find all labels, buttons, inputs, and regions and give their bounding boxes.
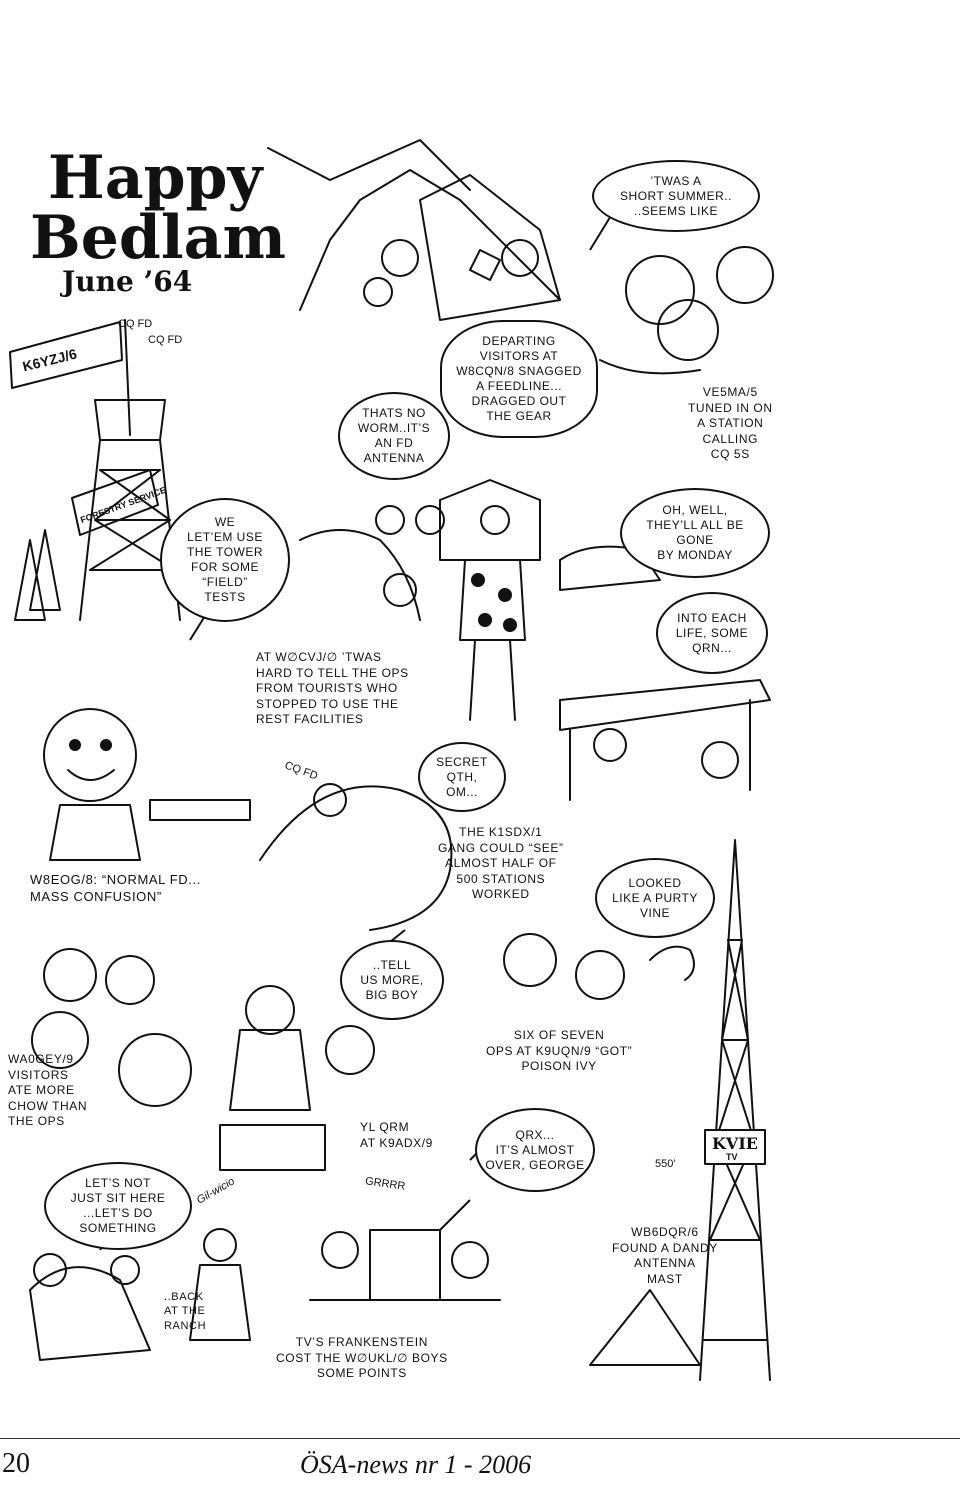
bubble-looked-like-vine: LOOKED LIKE A PURTY VINE bbox=[595, 858, 715, 938]
bubble-short-summer: ’TWAS A SHORT SUMMER.. ..SEEMS LIKE bbox=[592, 160, 760, 232]
bubble-thats-no-worm: THATS NO WORM..IT’S AN FD ANTENNA bbox=[338, 392, 450, 480]
cq-fd-text-3: CQ FD bbox=[282, 759, 320, 783]
title-line-2: Bedlam bbox=[30, 203, 286, 273]
caption-back-at-ranch: ..BACK AT THE RANCH bbox=[164, 1291, 207, 1332]
caption-wb6dqr: WB6DQR/6 FOUND A DANDY ANTENNA MAST bbox=[612, 1225, 718, 1286]
bubble-departing-visitors: DEPARTING VISITORS AT W8CQN/8 SNAGGED A FEEDLINE... DRAGGED OUT THE GEAR bbox=[440, 320, 598, 438]
k6yzj-flag: K6YZJ/6 bbox=[20, 345, 79, 375]
title-date: June ’64 bbox=[62, 265, 193, 298]
title-line-1: Happy bbox=[48, 143, 263, 213]
caption-tv-frankenstein: TV’S FRANKENSTEIN COST THE W∅UKL/∅ BOYS SOME POINTS bbox=[276, 1335, 448, 1381]
bubble-qrx: QRX... IT’S ALMOST OVER, GEORGE bbox=[475, 1108, 595, 1192]
caption-w0cvj: AT W∅CVJ/∅ ’TWAS HARD TO TELL THE OPS FROM TOURISTS WHO STOPPED TO USE THE REST FACILITIES bbox=[256, 650, 409, 727]
bubble-oh-well: OH, WELL, THEY’LL ALL BE GONE BY MONDAY bbox=[620, 488, 770, 578]
caption-six-of-seven: SIX OF SEVEN OPS AT K9UQN/9 “GOT” POISON IVY bbox=[486, 1028, 633, 1074]
mast-height: 550’ bbox=[655, 1158, 676, 1170]
cq-fd-text-1: CQ FD bbox=[118, 318, 153, 330]
cq-fd-text-2: CQ FD bbox=[148, 334, 183, 346]
bubble-into-each-life: INTO EACH LIFE, SOME QRN... bbox=[656, 592, 768, 674]
footer-divider bbox=[0, 1438, 960, 1439]
caption-yl-qrm: YL QRM AT K9ADX/9 bbox=[360, 1120, 433, 1150]
publication-footer: ÖSA-news nr 1 - 2006 bbox=[300, 1450, 532, 1479]
caption-ve5ma: VE5MA/5 TUNED IN ON A STATION CALLING CQ 5S bbox=[688, 385, 773, 462]
bubble-field-tests: WE LET’EM USE THE TOWER FOR SOME “FIELD” TESTS bbox=[160, 498, 290, 622]
forestry-sign: FORESTRY SERVICE bbox=[79, 484, 168, 526]
artist-signature: Gil-wicio bbox=[194, 1175, 237, 1207]
growl-text: GRRRR bbox=[364, 1175, 406, 1193]
kvie-tv-label: TV bbox=[726, 1152, 738, 1162]
bubble-tell-us-more: ..TELL US MORE, BIG BOY bbox=[340, 940, 444, 1020]
bubble-lets-not-sit: LET’S NOT JUST SIT HERE ...LET’S DO SOMETHING bbox=[44, 1162, 192, 1250]
caption-wa0gey: WA0GEY/9 VISITORS ATE MORE CHOW THAN THE OPS bbox=[8, 1052, 88, 1129]
bubble-secret-qth: SECRET QTH, OM... bbox=[418, 742, 506, 812]
caption-w8eog: W8EOG/8: “NORMAL FD... MASS CONFUSION” bbox=[30, 872, 201, 904]
caption-k1sdx: THE K1SDX/1 GANG COULD “SEE” ALMOST HALF OF 500 STATIONS WORKED bbox=[438, 825, 564, 902]
kvie-sign: KVIE bbox=[712, 1134, 758, 1153]
page-number: 20 bbox=[2, 1448, 30, 1479]
